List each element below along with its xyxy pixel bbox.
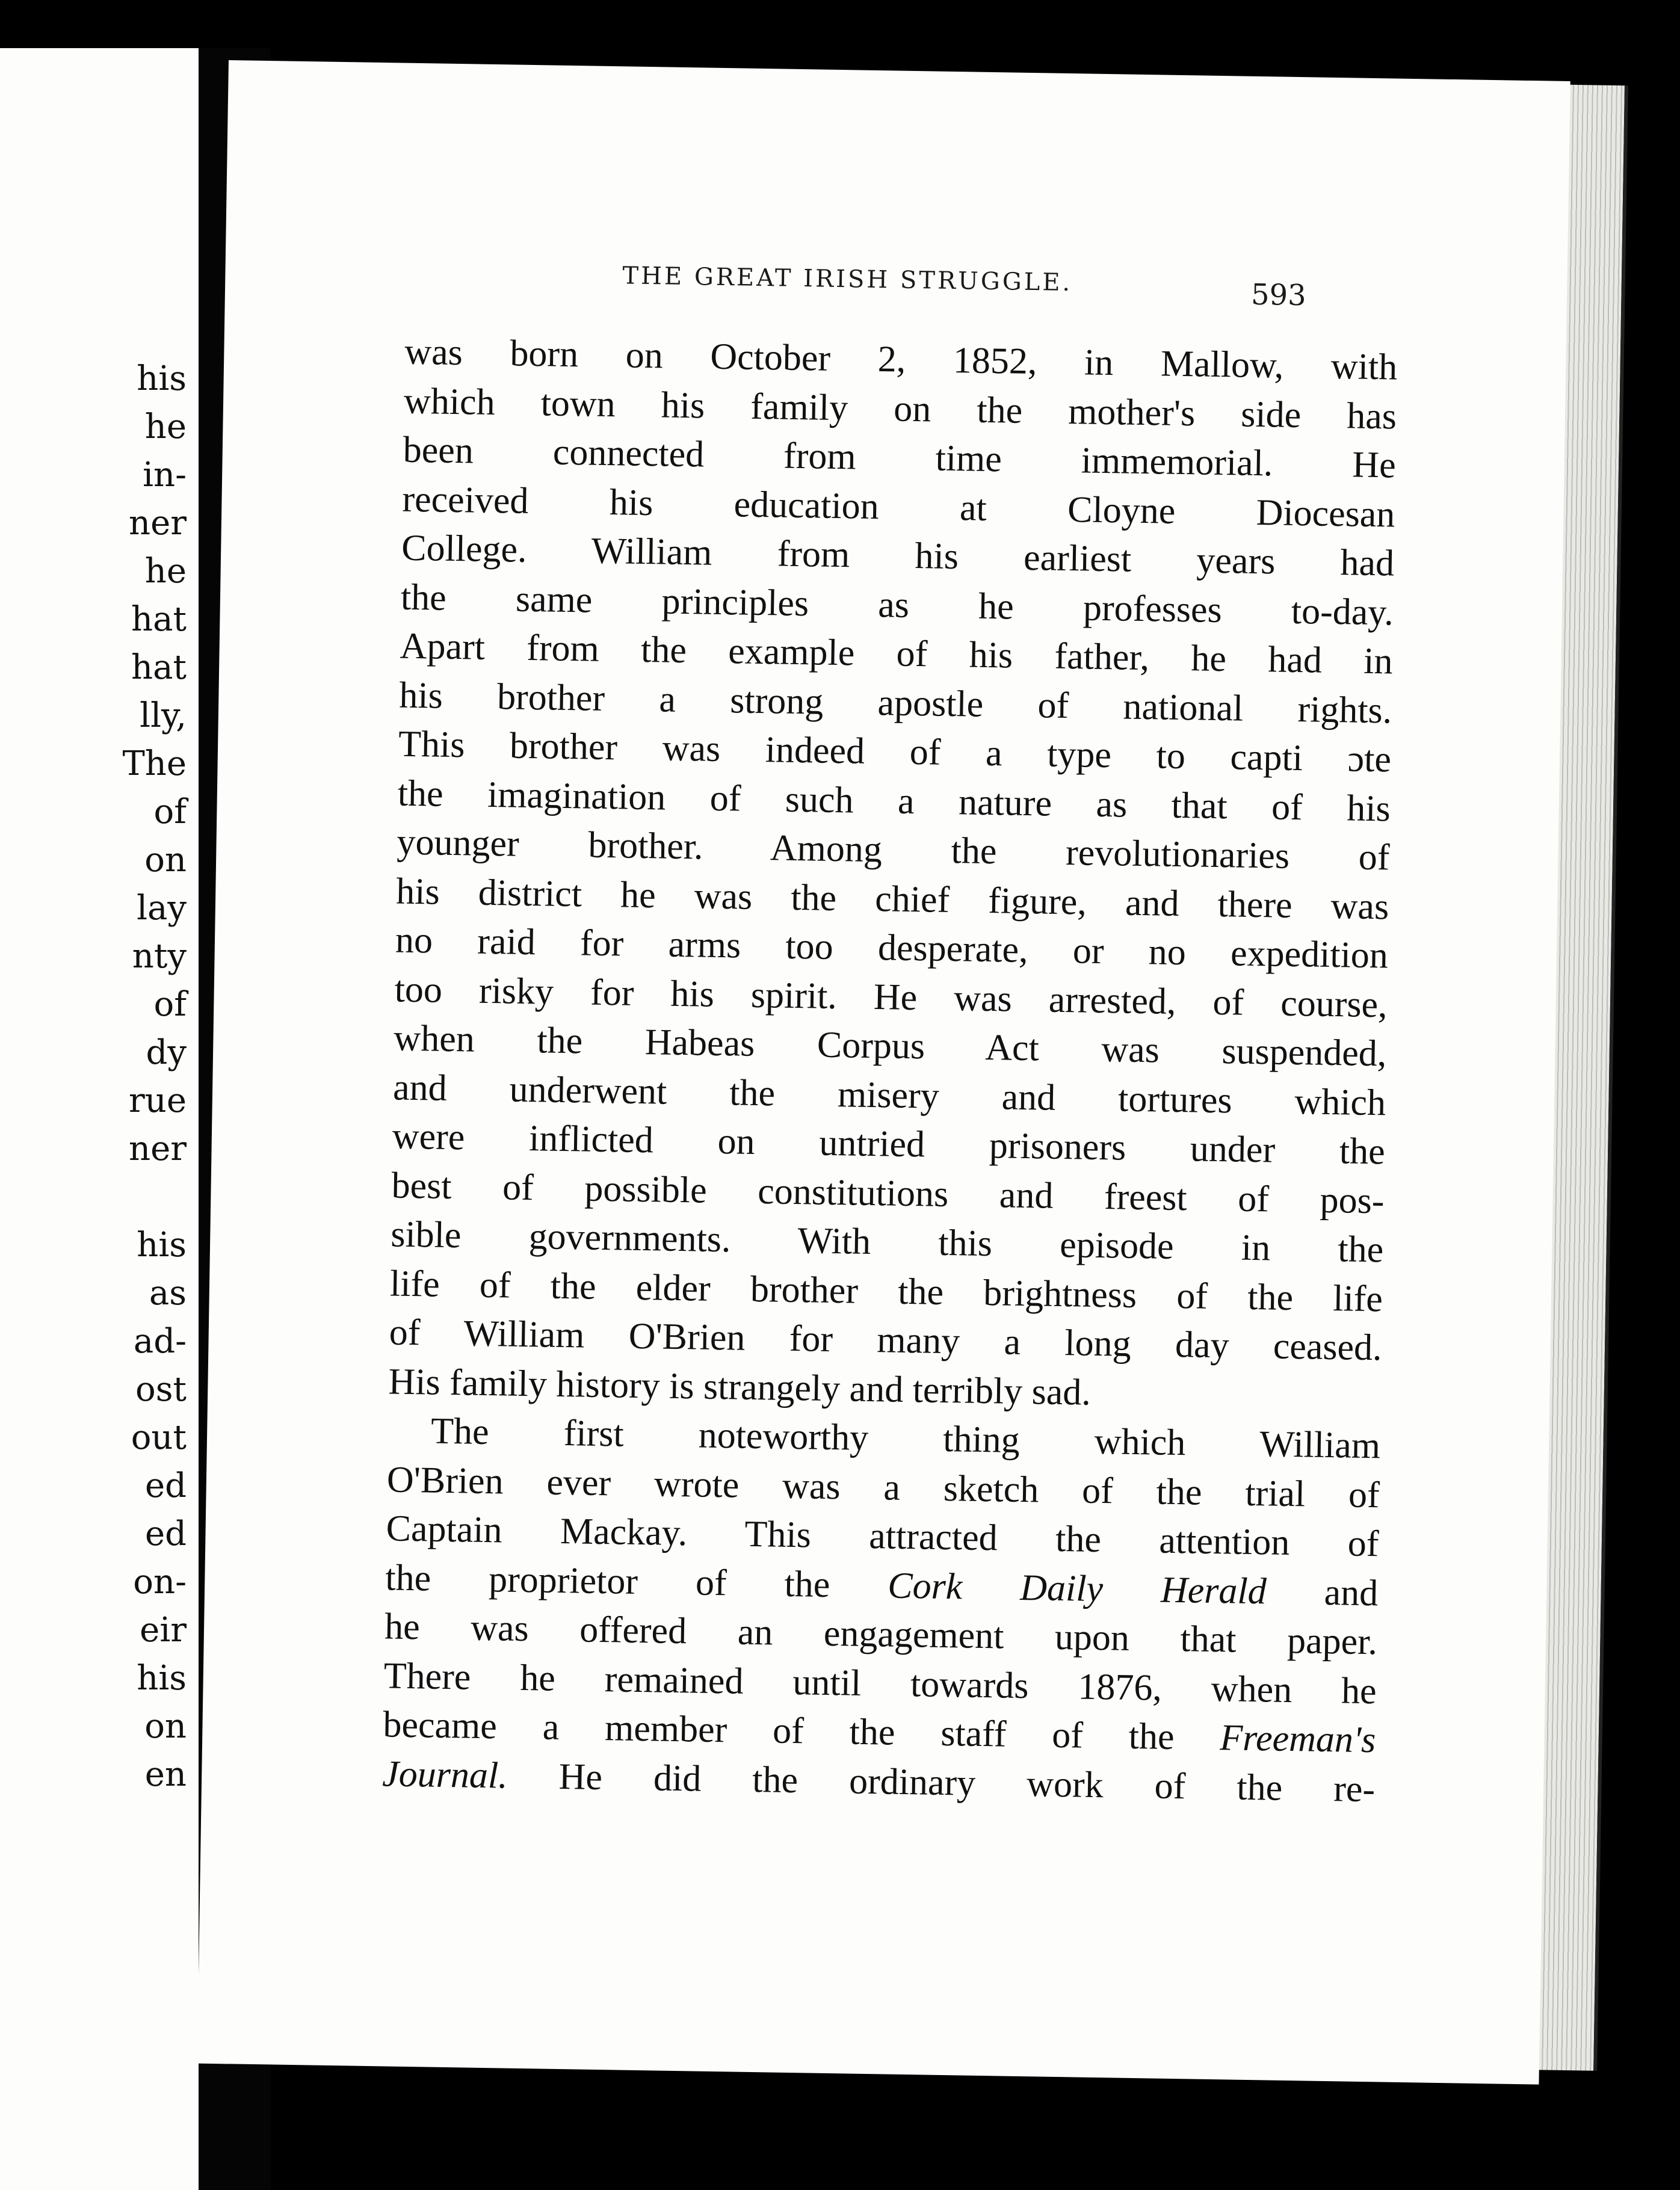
text-line: of William O'Brien for many a long day ceased.	[389, 1312, 1383, 1369]
left-fragment: in-	[143, 455, 187, 495]
text-line: His family history is strangely and terribly sad.	[388, 1360, 1092, 1413]
text-line: and underwent the misery and tortures which	[392, 1067, 1386, 1123]
left-fragment: lay	[137, 889, 187, 928]
left-fragment: ner	[129, 504, 187, 543]
left-facing-page	[0, 48, 199, 2190]
text-run: became a member of the staff of the	[383, 1704, 1221, 1759]
left-fragment: he	[144, 552, 187, 591]
left-fragment: on	[144, 1707, 187, 1746]
left-fragment: his	[137, 1226, 187, 1265]
text-line: the same principles as he professes to-day.	[400, 576, 1394, 634]
left-fragment: of	[153, 985, 187, 1024]
right-page	[197, 60, 1570, 2085]
left-fragment: ner	[129, 1129, 187, 1168]
left-fragment: rue	[129, 1081, 187, 1120]
left-fragment: as	[149, 1274, 187, 1313]
left-fragment: out	[131, 1418, 187, 1457]
left-fragment: ost	[135, 1370, 187, 1409]
text-run: and	[1266, 1570, 1379, 1614]
left-fragment: his	[137, 1659, 187, 1698]
text-line: O'Brien ever wrote was a sketch of the trial of	[386, 1458, 1380, 1516]
left-fragment: his	[137, 359, 187, 398]
left-fragment: hat	[131, 648, 187, 687]
body-text	[382, 328, 1398, 1815]
text-line: There he remained until towards 1876, when he	[383, 1655, 1377, 1712]
text-line: too risky for his spirit. He was arrested, of course,	[394, 969, 1388, 1025]
left-fragment: ed	[145, 1514, 187, 1553]
text-line: The first noteworthy thing which William	[430, 1410, 1381, 1467]
left-fragment: lly,	[140, 696, 187, 735]
left-fragment: hat	[131, 600, 187, 639]
page-number: 593	[1250, 277, 1307, 313]
left-fragment: on	[144, 841, 187, 880]
newspaper-title: Freeman's	[1219, 1717, 1376, 1761]
left-fragment: on-	[133, 1562, 187, 1602]
text-line: received his education at Cloyne Diocesan	[402, 478, 1395, 535]
text-run: He did the ordinary work of the re-	[507, 1755, 1376, 1810]
running-head: THE GREAT IRISH STRUGGLE.	[622, 262, 1073, 297]
text-line: his brother a strong apostle of national rights.	[398, 674, 1392, 731]
text-line: Captain Mackay. This attracted the attention of	[386, 1508, 1380, 1565]
text-line: younger brother. Among the revolutionaries of	[397, 821, 1390, 878]
left-fragment: he	[144, 407, 187, 446]
text-line: when the Habeas Corpus Act was suspended,	[393, 1017, 1387, 1075]
text-line: the imagination of such a nature as that of his	[397, 773, 1391, 829]
text-line: Apart from the example of his father, he had in	[400, 625, 1394, 682]
left-fragment-gap	[0, 1173, 199, 1221]
text-line: no raid for arms too desperate, or no expedition	[395, 919, 1389, 976]
left-page-line-fragments	[0, 355, 199, 1799]
text-line: his district he was the chief figure, and there was	[395, 871, 1389, 927]
text-line: was born on October 2, 1852, in Mallow, with	[404, 331, 1398, 388]
left-fragment: en	[144, 1755, 187, 1794]
text-line: sible governments. With this episode in the	[390, 1214, 1384, 1271]
left-fragment: eir	[140, 1611, 187, 1650]
left-fragment: dy	[146, 1033, 187, 1072]
text-line: were inflicted on untried prisoners under the	[392, 1115, 1386, 1173]
text-line: This brother was indeed of a type to capti ɔte	[398, 723, 1392, 780]
left-fragment: nty	[132, 937, 187, 976]
newspaper-title: Journal.	[381, 1753, 508, 1797]
text-run: the proprietor of the	[384, 1556, 888, 1606]
left-fragment: of	[153, 792, 187, 831]
text-line: life of the elder brother the brightness of the life	[389, 1262, 1383, 1319]
text-line: been connected from time immemorial. He	[403, 429, 1397, 486]
text-line: which town his family on the mother's side has	[403, 380, 1397, 437]
text-line: best of possible constitutions and freest of pos-	[391, 1164, 1385, 1221]
text-line: he was offered an engagement upon that paper.	[384, 1606, 1378, 1663]
left-fragment: ad-	[133, 1322, 187, 1361]
newspaper-title: Cork Daily Herald	[887, 1565, 1267, 1612]
text-line: College. William from his earliest years had	[401, 527, 1395, 584]
left-fragment: ed	[145, 1466, 187, 1505]
left-fragment: The	[122, 744, 187, 783]
